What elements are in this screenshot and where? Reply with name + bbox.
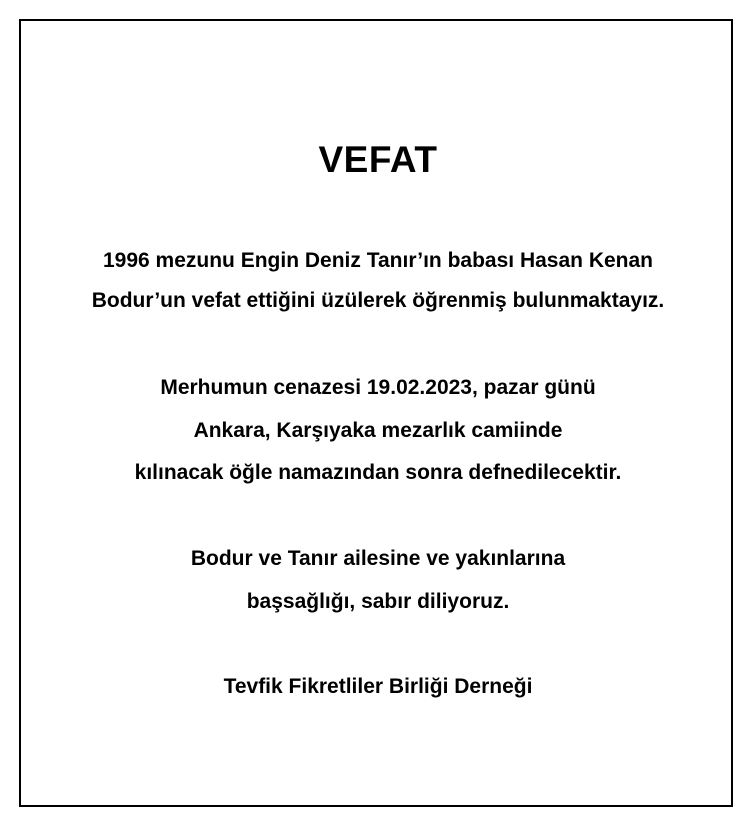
- paragraph3-line2: başsağlığı, sabır diliyoruz.: [246, 590, 510, 613]
- paragraph1-line1: 1996 mezunu Engin Deniz Tanır’ın babası Hasan Kenan: [102, 249, 654, 272]
- paragraph1-line2: Bodur’un vefat ettiğini üzülerek öğrenmiş bulunmaktayız.: [91, 289, 665, 312]
- paragraph2-line1: Merhumun cenazesi 19.02.2023, pazar günü: [160, 376, 596, 399]
- notice-title: VEFAT: [318, 139, 438, 180]
- signature: Tevfik Fikretliler Birliği Derneği: [223, 675, 533, 698]
- paragraph3-line1: Bodur ve Tanır ailesine ve yakınlarına: [190, 547, 566, 570]
- paragraph2-line2: Ankara, Karşıyaka mezarlık camiinde: [193, 419, 563, 442]
- paragraph2-line3: kılınacak öğle namazından sonra defnedilecektir.: [134, 461, 622, 484]
